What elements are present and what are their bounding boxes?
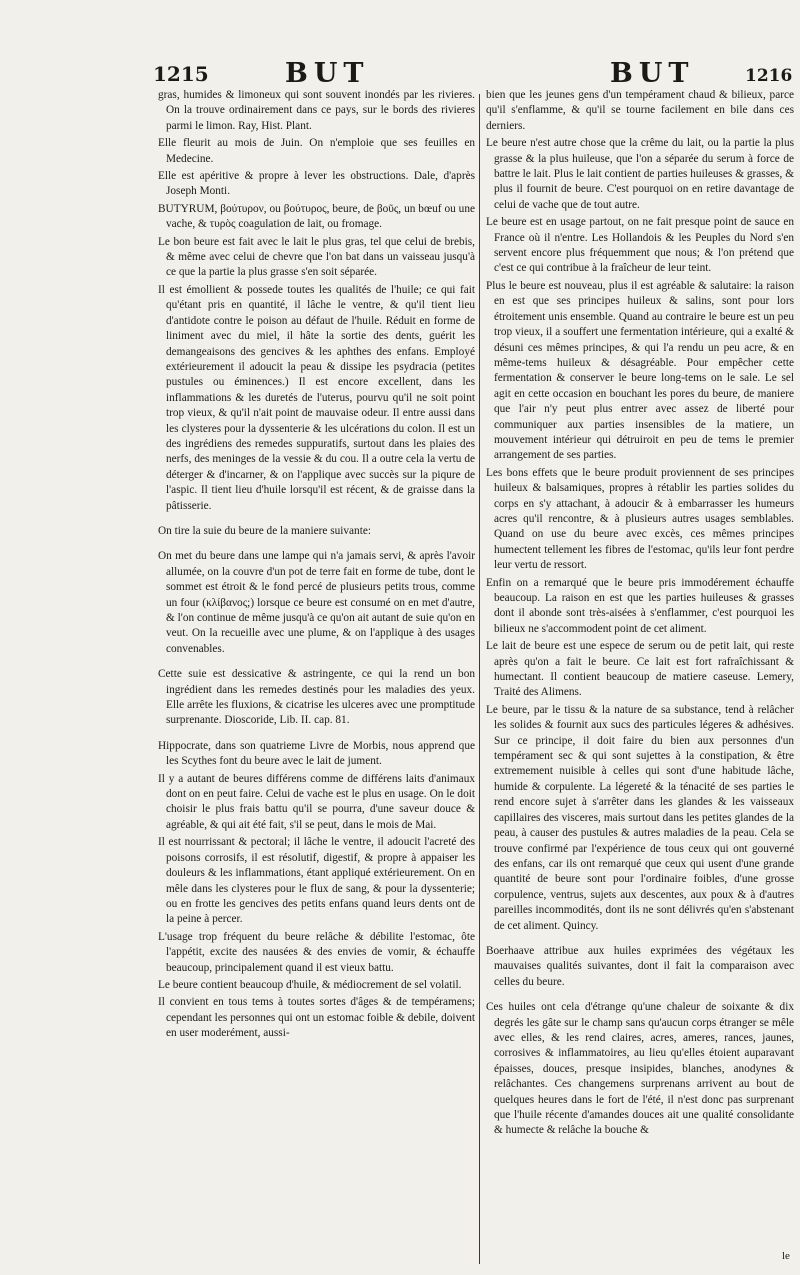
paragraph: bien que les jeunes gens d'un tempérament chaud & bilieux, parce qu'il s'enflamme, & qu'il se tourne facilement en bile dans ces derniers. [486,89,794,132]
paragraph: Boerhaave attribue aux huiles exprimées des végétaux les mauvaises qualités suivantes, dont il fait la comparaison avec celles du beure. [486,944,794,988]
paragraph: Cette suie est dessicative & astringente, ce qui la rend un bon ingrédient dans les remedes destinés pour les maladies des yeux. Elle arrête les fluxions, & cicatrise les ulceres avec une promptitude surprenante. Dioscoride, Lib. II. cap. 81. [158,668,475,727]
running-head-left: BUT [285,58,370,89]
paragraph: Il est nourrissant & pectoral; il lâche le ventre, il adoucit l'acreté des poisons corrosifs, il est résolutif, digestif, & propre à appaiser les douleurs & les inflammations, étant appliqué extérieurement. On en mêle dans les clysteres pour le flux de sang, & pour la dyssenterie; ou en frotte les gencives des petits enfans quand leurs dents ont de la peine à percer. [158,836,475,926]
paragraph: Le beure est en usage partout, on ne fait presque point de sauce en France où il n'entre. Les Hollandois & les Peuples du Nord s'en servent encore plus fréquemment que nous; & l'on prétend que c'est ce qui contribue à la fraîcheur de leur teint. [486,216,794,275]
page-number-left: 1215 [153,62,209,86]
paragraph: Il convient en tous tems à toutes sortes d'âges & de tempéramens; cependant les personnes qui ont un estomac foible & debile, doivent en user moderément, aussi- [158,996,475,1040]
paragraph: Le lait de beure est une espece de serum ou de petit lait, qui reste après qu'on a fait le beure. Ce lait est fort rafraîchissant & humectant. Il contient beaucoup de matiere caseuse. Lemery, Traité des Alimens. [486,640,794,699]
paragraph: Le bon beure est fait avec le lait le plus gras, tel que celui de brebis, & même avec celui de chevre que l'on bat dans un vaisseau jusqu'à ce que la partie la plus grasse s'en soit séparée. [158,235,475,279]
paragraph: Ces huiles ont cela d'étrange qu'une chaleur de soixante & dix degrés les gâte sur le champ sans qu'aucun corps étranger se mêle avec elles, & les rend claires, acres, ameres, rances, jaunes, corrosives & inflammatoires, au lieu qu'elles étoient auparavant épaisses, douces, presque insipides, blanches, anodynes & relâchantes. Ces changemens surprenans arrivent au bout de quelques heures dans le fort de l'été, il n'est donc pas surprenant que l'huile récente d'amandes douces ait une qualité consolidante & humecte & relâche la bouche & [486,1001,794,1137]
running-head-right: BUT [610,58,695,89]
paragraph: Les bons effets que le beure produit proviennent de ses principes huileux & balsamiques, propres à rétablir les parties solides du corps en s'y attachant, à adoucir & à embarrasser les humeurs acres qu'il rencontre, & à plusieurs autres usages semblables. Quand on use du beure avec excès, ces mêmes principes humectent tellement les fibres de l'estomac, qu'ils leur font perdre leur vertu de ressort. [486,466,794,572]
paragraph: Le beure n'est autre chose que la crême du lait, ou la partie la plus grasse & la plus huileuse, que l'on a séparée du serum à force de battre le lait. Plus le lait contient de parties huileuses & grasses, & plus il fournit de beure. C'est pourquoi on en retire davantage de celui de vache que de tout autre. [486,137,794,211]
paragraph: gras, humides & limoneux qui sont souvent inondés par les rivieres. On la trouve ordinairement dans ce pays, sur le bords des rivieres parmi le limon. Ray, Hist. Plant. [158,89,475,132]
paragraph: L'usage trop fréquent du beure relâche & débilite l'estomac, ôte l'appétit, excite des nausées & des envies de vomir, & échauffe beaucoup, principalement quand il est vieux battu. [158,930,475,974]
paragraph: Il y a autant de beures différens comme de différens laits d'animaux dont on en peut faire. Celui de vache est le plus en usage. On le doit choisir le plus frais battu qu'il se pourra, d'une saveur douce & agréable, & qui ait été fait, s'il se peut, dans le mois de Mai. [158,772,475,831]
left-column [158,88,475,1044]
paragraph: Le beure, par le tissu & la nature de sa substance, tend à relâcher les solides & fournit aux sucs des particules légeres & adhésives. Sur ce principe, il doit faire du bien aux personnes d'un tempérament sec & qui sont sujettes à la constipation, & être extremement nuisible à celles qui sont d'une habitude lâche, humide & corpulente. La légereté & la ténacité de ses parties le rend encore sujet à s'arrêter dans les glandes & les vaisseaux capillaires des visceres, mais surtout dans les petites glandes de la peau, à causer des pustules & autres maladies de la peau. Cela se trouve confirmé par l'expérience de tous ceux qui ont gouverné des enfans, car ils ont remarqué que ceux qui usent d'une grande quantité de beure sont pour l'ordinaire foibles, d'une grosse corpulence, ventrus, sujets aux descentes, aux poux & à d'autres pareilles incommodités, dont ils ne sont délivrés qu'en s'abstenant de cet aliment. Quincy. [486,703,794,932]
catchword: le [782,1250,790,1262]
paragraph: Hippocrate, dans son quatrieme Livre de Morbis, nous apprend que les Scythes font du beure avec le lait de jument. [158,739,475,768]
paragraph: Le beure contient beaucoup d'huile, & médiocrement de sel volatil. [158,978,462,991]
page-number-right: 1216 [745,66,793,86]
paragraph: Enfin on a remarqué que le beure pris immodérement échauffe beaucoup. La raison en est que les parties huileuses & grasses dont il abonde sont très-aisées à s'enflammer, c'est pourquoi les bilieux ne s'accommodent point de cet aliment. [486,576,794,635]
paragraph: Il est émollient & possede toutes les qualités de l'huile; ce qui fait qu'étant pris en quantité, il lâche le ventre, & qu'il tient lieu d'antidote contre le poison au défaut de l'huile. Réduit en forme de liniment avec du miel, il hâte la sortie des dents, guérit les demangeaisons des gencives & les aphthes des enfans. Employé extérieurement il adoucit la peau & dissipe les psydracia (petites pustules ou éminences.) Il est encore excellent, dans les inflammations & les duretés de l'uterus, pourvu qu'il ne soit point trop vieux, & qu'il n'ait point de mauvaise odeur. Il entre aussi dans les clysteres pour la dyssenterie & les ulcérations du colon. Il est un des ingrédiens des remedes suppuratifs, surtout dans les plaies des nerfs, des meninges de la vessie & du cou. Il a outre cela la vertu de déterger & d'incarner, & on l'applique avec succès sur la piqure de l'aspic. Il tient lieu d'huile lorsqu'il est récent, & de graisse dans la pâtisserie. [158,283,475,512]
paragraph: Elle fleurit au mois de Juin. On n'emploie que ses feuilles en Medecine. [158,137,475,165]
entry-heading-butyrum: BUTYRUM, βούτυρον, ou βούτυρος, beure, de βοῦς, un bœuf ou une vache, & τυρὸς coagulation de lait, ou fromage. [158,202,475,231]
paragraph: On met du beure dans une lampe qui n'a jamais servi, & après l'avoir allumée, on la couvre d'un pot de terre fait en forme de tube, dont le sommet est étroit & le fond percé de plusieurs petits trous, comme un four (κλίβανος;) lorsque ce beure est consumé on en met d'autre, & l'on continue de même jusqu'à ce qu'on ait autant de suie qu'on en veut. On la recueille avec une plume, & on l'applique à des usages convenables. [158,550,475,655]
paragraph: Plus le beure est nouveau, plus il est agréable & salutaire: la raison en est que ses principes huileux & salins, sont pour lors étroitement unis ensemble. Quand au contraire le beure est un peu trop vieux, il a souffert une fermentation intérieure, qui a exalté & désuni ces mêmes principes, & qui l'a rendu un peu acre, & en même-tems huileux & désagréable. Pour empêcher cette fermentation & conserver le beure long-tems on le sale. Le sel agit en cette occasion en bouchant les pores du beure, de maniere que l'air n'y peut plus entrer avec assez de liberté pour communiquer aux parties insensibles de la matiere, un mouvement intérieur qui détruiroit en peu de tems le premier arrangement de ses parties. [486,279,794,462]
right-column [486,88,794,1141]
column-rule [479,94,480,1264]
paragraph: On tire la suie du beure de la maniere suivante: [158,524,371,537]
paragraph: Elle est apéritive & propre à lever les obstructions. Dale, d'après Joseph Monti. [158,170,475,198]
